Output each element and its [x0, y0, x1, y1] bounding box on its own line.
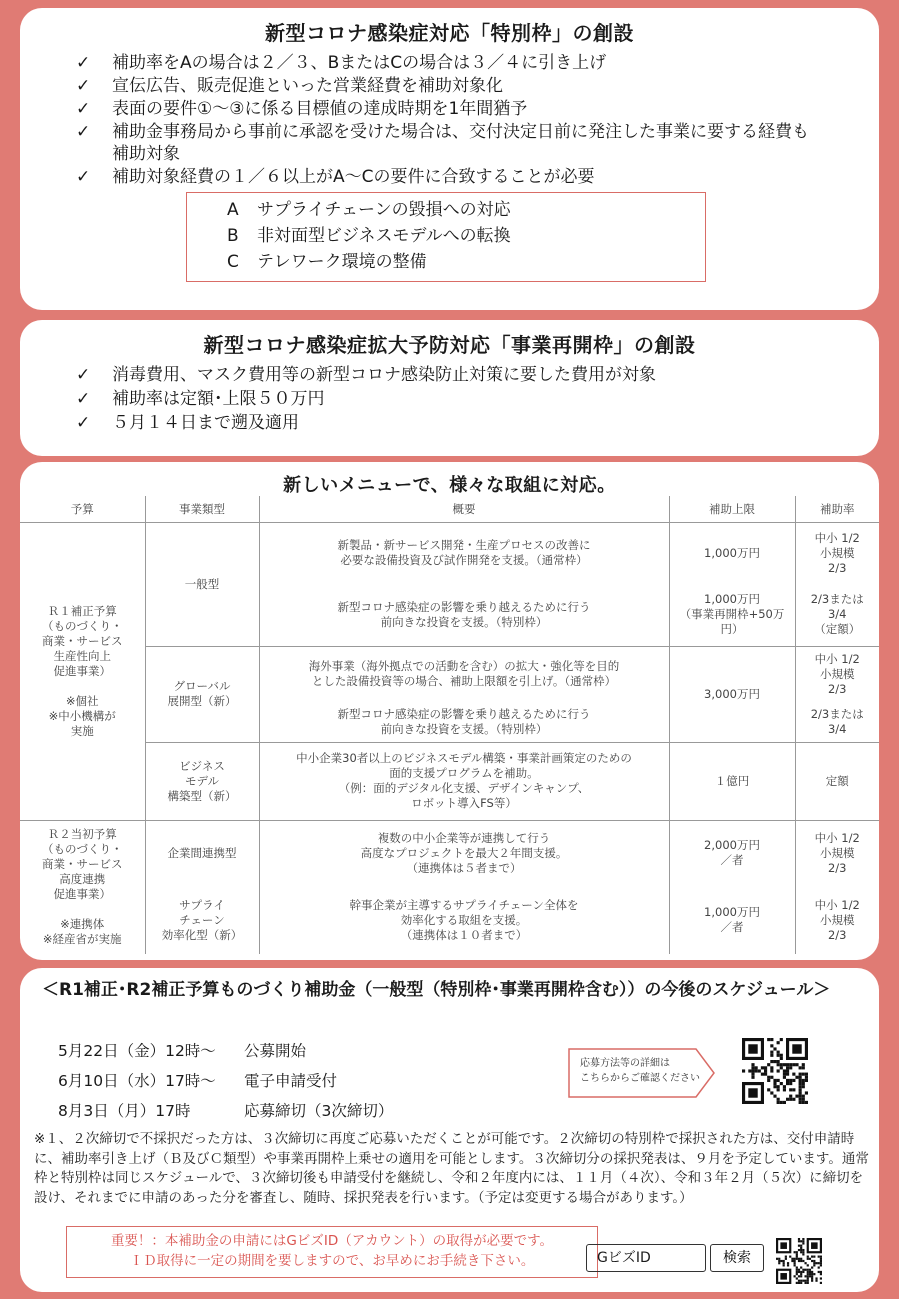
- summary-cell: 新型コロナ感染症の影響を乗り越えるために行う 前向きな投資を支援。（特別枠）: [259, 584, 669, 646]
- check-icon: ✓: [76, 99, 91, 119]
- summary-cell: 複数の中小企業等が連携して行う 高度なプロジェクトを最大２年間支援。 （連携体は５者まで）: [259, 820, 669, 886]
- limit-cell: 3,000万円: [669, 646, 795, 742]
- details-arrow-text: 応募方法等の詳細は こちらからご確認ください: [580, 1058, 700, 1084]
- checklist-item: ✓ 補助率は定額･上限５０万円: [76, 389, 325, 409]
- business-restart-checklist: [76, 364, 879, 434]
- schedule-row: [58, 1068, 393, 1098]
- table-row: [20, 886, 879, 954]
- checklist-item: ✓ 補助対象経費の１／６以上がA～Cの要件に合致することが必要: [76, 167, 595, 187]
- summary-cell: 海外事業（海外拠点での活動を含む）の拡大・強化等を目的 とした設備投資等の場合、補助上限額を引上げ。（通常枠）: [259, 646, 669, 702]
- schedule-date: 5月22日（金）12時～: [58, 1042, 216, 1060]
- qr-code-icon[interactable]: [742, 1038, 808, 1104]
- check-icon: ✓: [76, 413, 91, 433]
- qr-code-small-icon[interactable]: [776, 1238, 822, 1284]
- table-row: [20, 742, 879, 820]
- special-frame-checklist: [76, 52, 879, 188]
- schedule-date: 8月3日（月）17時: [58, 1102, 191, 1120]
- budget-r1-cell: Ｒ１補正予算 （ものづくり・ 商業・サービス 生産性向上 促進事業） ※個社 ※中小機構が 実施: [20, 522, 145, 820]
- rate-cell: 定額: [795, 742, 879, 820]
- rate-cell: 2/3または 3/4: [795, 702, 879, 742]
- requirements-box: [186, 192, 706, 282]
- checklist-item: ✓ 消毒費用、マスク費用等の新型コロナ感染防止対策に要した費用が対象: [76, 365, 656, 385]
- details-arrow-callout: [568, 1048, 716, 1098]
- header-type: 事業類型: [145, 496, 259, 522]
- check-icon: ✓: [76, 365, 91, 385]
- budget-r2-cell: Ｒ２当初予算 （ものづくり・ 商業・サービス 高度連携 促進事業） ※連携体 ※経産省が実施: [20, 820, 145, 954]
- type-inter-company-cell: 企業間連携型: [145, 820, 259, 886]
- limit-cell: 1,000万円 ／者: [669, 886, 795, 954]
- schedule-row: [58, 1098, 393, 1128]
- rate-cell: 中小 1/2 小規模 2/3: [814, 651, 860, 696]
- schedule-event: 応募締切（3次締切）: [244, 1102, 394, 1120]
- requirement-b: B 非対面型ビジネスモデルへの転換: [227, 226, 511, 246]
- table-row: [20, 522, 879, 584]
- schedule-row: [58, 1038, 393, 1068]
- menu-table-title: 新しいメニューで、様々な取組に対応。: [283, 475, 616, 496]
- table-row: [20, 646, 879, 702]
- check-icon: ✓: [76, 53, 91, 73]
- limit-cell: 1,000万円: [669, 522, 795, 584]
- special-frame-panel: [20, 8, 879, 310]
- header-budget: 予算: [20, 496, 145, 522]
- summary-cell: 新製品・新サービス開発・生産プロセスの改善に 必要な設備投資及び試作開発を支援。（通常枠）: [259, 522, 669, 584]
- table-header-row: [20, 496, 879, 522]
- header-rate: 補助率: [795, 496, 879, 522]
- rate-cell: 2/3または 3/4 （定額）: [795, 584, 879, 646]
- check-icon: ✓: [76, 167, 91, 187]
- schedule-event: 電子申請受付: [244, 1072, 338, 1090]
- summary-cell: 幹事企業が主導するサプライチェーン全体を 効率化する取組を支援。 （連携体は１０者まで）: [259, 886, 669, 954]
- checklist-item: ✓ 表面の要件①～③に係る目標値の達成時期を1年間猶予: [76, 99, 528, 119]
- type-business-model-cell: ビジネス モデル 構築型（新）: [145, 742, 259, 820]
- checklist-item: ✓ 宣伝広告、販売促進といった営業経費を補助対象化: [76, 76, 503, 96]
- checklist-item: ✓ 補助率をAの場合は２／３、BまたはCの場合は３／４に引き上げ: [76, 53, 607, 73]
- check-icon: ✓: [76, 122, 91, 142]
- gbiz-search-input[interactable]: GビズID: [586, 1244, 706, 1272]
- menu-table: [20, 496, 879, 954]
- schedule-panel: [20, 968, 879, 1292]
- summary-cell: 中小企業30者以上のビジネスモデル構築・事業計画策定のための 面的支援プログラムを補助。 （例：面的デジタル化支援、デザインキャンプ、 ロボット導入FS等）: [259, 742, 669, 820]
- limit-cell: １億円: [669, 742, 795, 820]
- checklist-item: ✓ ５月１４日まで遡及適用: [76, 413, 299, 433]
- rate-cell: 中小 1/2 小規模 2/3: [814, 830, 860, 875]
- type-general-cell: 一般型: [145, 522, 259, 646]
- check-icon: ✓: [76, 389, 91, 409]
- gbiz-warning-box: 重要！：本補助金の申請にはGビズID（アカウント）の取得が必要です。 ＩＤ取得に一定の期間を要しますので、お早めにお手続き下さい。: [66, 1226, 598, 1278]
- rate-cell: 中小 1/2 小規模 2/3: [814, 530, 860, 575]
- type-supply-chain-cell: サプライ チェーン 効率化型（新）: [145, 886, 259, 954]
- requirement-a: A サプライチェーンの毀損への対応: [227, 200, 511, 220]
- schedule-note: ※１、２次締切で不採択だった方は、３次締切に再度ご応募いただくことが可能です。２次締切の特別枠で採択された方は、交付申請時に、補助率引き上げ（Ｂ及びＣ類型）や事業再開枠上乗せの適用を可能とします。３次締切分の採択発表は、９月を予定しています。通常枠と特別枠は同じスケジュールで、３次締切後も申請受付を継続し、令和２年度内には、１１月（４次）、令和３年２月（５次）に締切を設け、それまでに申請のあった分を審査し、随時、採択発表を行います。（予定は変更する場合があります。）: [34, 1131, 869, 1206]
- check-icon: ✓: [76, 76, 91, 96]
- special-frame-title: 新型コロナ感染症対応「特別枠」の創設: [265, 21, 634, 45]
- schedule-title: ＜R1補正･R2補正予算ものづくり補助金（一般型（特別枠･事業再開枠含む））の今後のスケジュール＞: [42, 980, 831, 1000]
- business-restart-panel: [20, 320, 879, 456]
- type-global-cell: グローバル 展開型（新）: [145, 646, 259, 742]
- header-summary: 概要: [259, 496, 669, 522]
- limit-cell: 2,000万円 ／者: [669, 820, 795, 886]
- checklist-item: ✓ 補助金事務局から事前に承認を受けた場合は、交付決定日前に発注した事業に要する経費も補助対象: [76, 122, 809, 164]
- requirement-c: C テレワーク環境の整備: [227, 252, 427, 272]
- gbiz-search-button[interactable]: 検索: [710, 1244, 764, 1272]
- schedule-list: [58, 1038, 393, 1128]
- schedule-event: 公募開始: [244, 1042, 307, 1060]
- business-restart-title: 新型コロナ感染症拡大予防対応「事業再開枠」の創設: [203, 333, 696, 357]
- header-limit: 補助上限: [669, 496, 795, 522]
- summary-cell: 新型コロナ感染症の影響を乗り越えるために行う 前向きな投資を支援。（特別枠）: [259, 702, 669, 742]
- rate-cell: 中小 1/2 小規模 2/3: [814, 897, 860, 942]
- limit-cell: 1,000万円 （事業再開枠+50万円）: [669, 584, 795, 646]
- schedule-date: 6月10日（水）17時～: [58, 1072, 216, 1090]
- table-row: [20, 820, 879, 886]
- menu-table-panel: [20, 462, 879, 960]
